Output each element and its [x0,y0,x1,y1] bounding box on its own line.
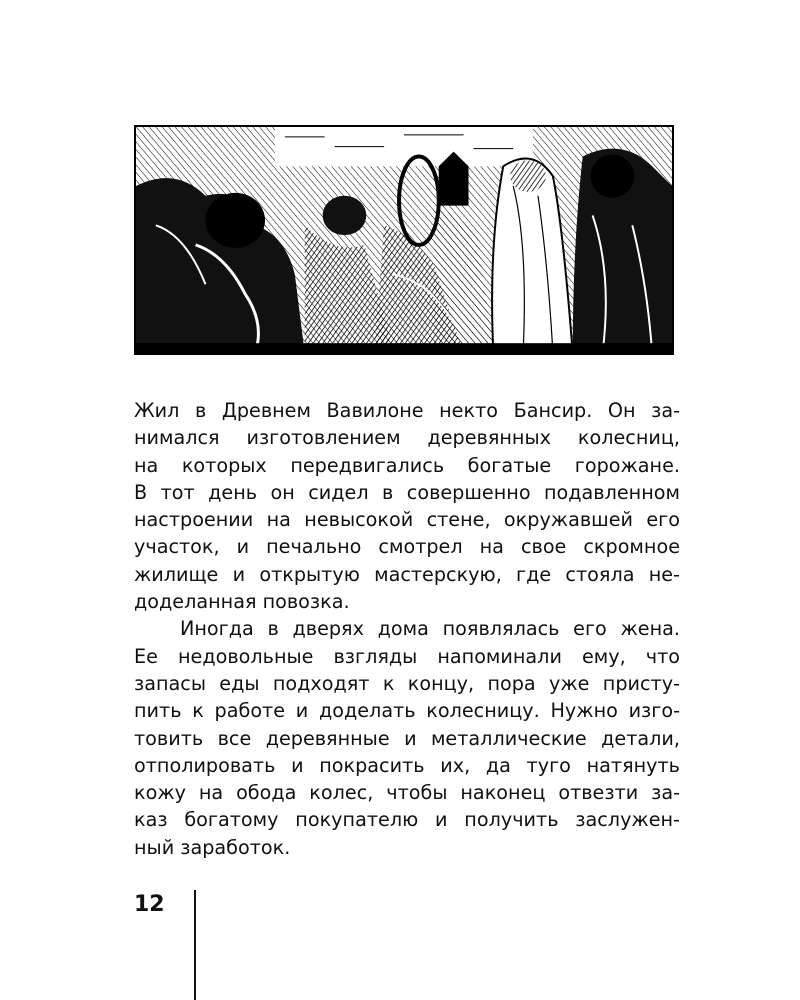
text-line: Ее недовольные взгляды напоминали ему, что [134,644,680,668]
text-line: участок, и печально смотрел на свое скромное [134,535,680,559]
engraving-illustration-icon [136,127,672,353]
text-line: кожу на обода колес, чтобы наконец отвезти за- [134,781,680,805]
text-line: на которых передвигались богатые горожане. [134,453,680,477]
text-line: настроении на невысокой стене, окружавшей его [134,508,680,532]
text-line: доделанная повозка. [134,590,350,614]
text-line: ный заработок. [134,835,291,859]
text-line: пить к работе и доделать колесницу. Нужно изго- [134,699,680,723]
text-line: В тот день он сидел в совершенно подавленном [134,480,680,504]
page-number-divider [194,890,196,1000]
text-line: товить все деревянные и металлические детали, [134,726,680,750]
text-line: отполировать и покрасить их, да туго натянуть [134,753,680,777]
text-line: жилище и открытую мастерскую, где стояла не- [134,562,680,586]
body-text [134,397,680,861]
text-line: запасы еды подходят к концу, пора уже присту- [134,671,680,695]
page-number: 12 [134,892,165,917]
paragraph-2 [134,615,680,861]
text-line: Жил в Древнем Вавилоне некто Бансир. Он за- [134,399,680,422]
text-line: Иногда в дверях дома появлялась его жена. [180,617,680,641]
chapter-illustration [134,125,674,355]
text-line: каз богатому покупателю и получить заслужен- [134,808,680,832]
text-line: нимался изготовлением деревянных колесниц, [134,426,680,450]
paragraph-1 [134,397,680,615]
